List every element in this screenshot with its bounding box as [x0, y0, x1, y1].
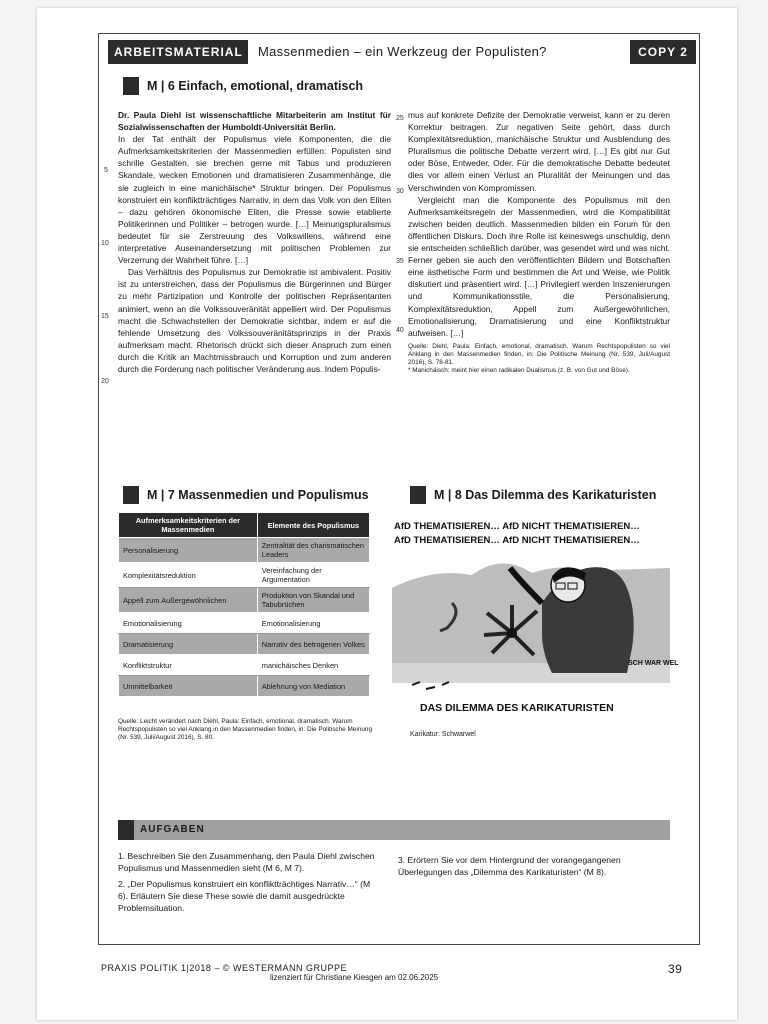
line-number: 5	[104, 167, 108, 174]
m6-left-column	[118, 109, 391, 375]
table-row	[119, 563, 370, 588]
m6-paragraph: Vergleicht man die Komponente des Populismus mit den Aufmerksamkeitsregeln der Massenmedien, wird die Kompatibilität zwischen beiden deutlich. Massenmedien bilden ein Forum für den öffentlichen Diskurs. Doch ihre Rolle ist keineswegs unschuldig, denn sie entscheiden schließlich darüber, was gesendet wird und was nicht. Ferner geben sie auch den veröffentlichten Bildern und Botschaften eine ästhetische Form und bestimmen die Art und Weise, wie Politik diskutiert und präsentiert wird. […] Privilegiert werden Inszenierungen und Kommunikationsstile, die Personalisierung, Komplexitätsreduktion, Appell zum Außergewöhnlichen, Emotionalisierung, Dramatisierung und eine Konfliktstruktur aufweisen. […]	[408, 194, 670, 338]
column-header: Elemente des Populismus	[257, 513, 369, 538]
table-cell: Produktion von Skandal und Tabubrüchen	[257, 588, 369, 613]
table-row	[119, 538, 370, 563]
line-number: 40	[396, 327, 404, 334]
table-cell: Komplexitätsreduktion	[119, 563, 258, 588]
author-intro: Dr. Paula Diehl ist wissenschaftliche Mitarbeiterin am Institut für Sozialwissenschaften der Humboldt-Universität Berlin.	[118, 110, 391, 133]
m7-source: Quelle: Leicht verändert nach Diehl, Paula: Einfach, emotional, dramatisch. Warum Rechtspopulisten so viel Anklang in den Massenmedien finden, in: Die Politische Meinung (Nr. 539, Juli/August 2016), S. 80.	[118, 718, 372, 742]
footer-license: lizenziert für Christiane Kiesgen am 02.06.2025	[270, 973, 439, 982]
cartoon-signature: SCH WAR WEL	[628, 660, 679, 667]
task-item: 1. Beschreiben Sie den Zusammenhang, den Paula Diehl zwischen Populismus und Massenmedien sieht (M 6, M 7).	[118, 851, 375, 873]
task-item: 3. Erörtern Sie vor dem Hintergrund der vorangegangenen Überlegungen das „Dilemma des Karikaturisten“ (M 8).	[398, 855, 621, 877]
table-cell: Dramatisierung	[119, 634, 258, 655]
m8-title: M | 8 Das Dilemma des Karikaturisten	[434, 488, 657, 502]
table-cell: Narrativ des betrogenen Volkes	[257, 634, 369, 655]
line-number: 20	[101, 378, 109, 385]
table-row	[119, 634, 370, 655]
footer-publisher: PRAXIS POLITIK 1|2018 – © WESTERMANN GRUPPE	[101, 963, 348, 973]
ink-marks	[412, 682, 449, 689]
line-number: 30	[396, 188, 404, 195]
line-number: 15	[101, 313, 109, 320]
m6-paragraph: mus auf konkrete Defizite der Demokratie verweist, kann er zu deren Korrektur beitragen. Zur negativen Seite gehört, dass durch Komplexitätsreduktion, manichäische Struktur und Ausblendung des Pluralismus die politische Debatte verzerrt wird. […] Es gibt nur Gut oder Böse, Entweder, Oder. Für die demokratische Debatte bedeutet dies vor allem einen Verlust an Pluralität der Meinungen und das Verschwinden von Kompromissen.	[408, 110, 670, 193]
m6-paragraph: In der Tat enthält der Populismus viele Komponenten, die die Aufmerksamkeitskriterien der Massenmedien erfüllen: Populisten sind schrille Gestalten, sie brechen gerne mit Tabus und produzieren Skandale, wecken Emotionen und dramatisieren Zusammenhänge, die sie zugleich in eine manichäische* Struktur bringen. Der Populismus konstruiert ein konfliktträchtiges Narrativ, in dem das Volk von den Eliten – dazu gehören ökonomische Eliten, die Presse sowie etablierte Politikerinnen und Politiker – betrogen wurde. […] Meinungspluralismus bedeutet für sie Zerstreuung des Volkswillens, während eine interpretative Auseinandersetzung mit politischen Problemen zur Verzerrung der Wahrheit führe. […]	[118, 134, 391, 266]
table-row	[119, 588, 370, 613]
table-cell: Unmittelbarkeit	[119, 676, 258, 697]
m6-footnote: * Manichäisch: meint hier einen radikalen Dualismus (z. B. von Gut und Böse).	[408, 367, 630, 375]
header-label: ARBEITSMATERIAL	[108, 40, 248, 64]
table-cell: Emotionalisierung	[119, 613, 258, 634]
table-row	[119, 655, 370, 676]
m6-heading	[123, 77, 363, 95]
m6-paragraph: Das Verhältnis des Populismus zur Demokratie ist ambivalent. Positiv ist zu unterstreichen, dass der Populismus die Bürgerinnen und Bürger zu mehr Partizipation und Kontrolle der politischen Repräsentanten animiert, wenn an die Volkssouveränität appelliert wird. Der Populismus macht die Schwachstellen der Demokratie sichtbar, indem er auf die fehlende Umsetzung des Volkssouveränitätsprinzips in der Praxis aufmerksam macht. Rhetorisch drückt sich dieser Anspruch zum einen durch die Kritik an Machtmissbrauch und Korruption und zum anderen durch die Forderung nach politischer Veränderung aus. Indem Populis-	[118, 267, 391, 374]
section-marker	[123, 77, 139, 95]
column-header: Aufmerksamkeitskriterien der Massenmedien	[119, 513, 258, 538]
header-title: Massenmedien – ein Werkzeug der Populisten?	[258, 44, 547, 59]
m6-source: Quelle: Diehl, Paula: Einfach, emotional, dramatisch. Warum Rechtspopulisten so viel Anklang in den Massenmedien finden, in: Die Politische Meinung (Nr. 539, Juli/August 2016), S. 78-81.	[408, 342, 670, 367]
cartoon-text-line1: AfD THEMATISIEREN… AfD NICHT THEMATISIEREN…	[394, 521, 640, 532]
table-cell: Vereinfachung der Argumentation	[257, 563, 369, 588]
tasks-label: AUFGABEN	[140, 824, 205, 835]
cartoon-image	[392, 513, 679, 723]
line-number: 25	[396, 115, 404, 122]
task-item: 2. „Der Populismus konstruiert ein konfliktträchtiges Narrativ…“ (M 6). Erläutern Sie diese These sowie die damit ausgedrückte Problemsituation.	[118, 879, 371, 913]
table-cell: Ablehnung von Mediation	[257, 676, 369, 697]
tasks-bar	[118, 820, 670, 840]
table-cell: Emotionalisierung	[257, 613, 369, 634]
table-row	[119, 676, 370, 697]
m8-credit: Karikatur: Schwarwel	[410, 731, 476, 738]
line-number: 10	[101, 240, 109, 247]
table-cell: Personalisierung	[119, 538, 258, 563]
m6-title: M | 6 Einfach, emotional, dramatisch	[147, 79, 364, 93]
table-cell: Konfliktstruktur	[119, 655, 258, 676]
copy-label: COPY 2	[630, 40, 696, 64]
m7-title: M | 7 Massenmedien und Populismus	[147, 488, 369, 502]
table-row	[119, 613, 370, 634]
cartoon-caption: DAS DILEMMA DES KARIKATURISTEN	[420, 702, 614, 714]
m7-heading	[123, 486, 369, 504]
table-cell: Appell zum Außergewöhnlichen	[119, 588, 258, 613]
table-cell: Zentralität des charismatischen Leaders	[257, 538, 369, 563]
page-number: 39	[668, 962, 683, 976]
cartoon-text-line2: AfD THEMATISIEREN… AfD NICHT THEMATISIEREN…	[394, 535, 640, 546]
line-number: 35	[396, 258, 404, 265]
m8-heading	[410, 486, 656, 504]
worksheet-header	[108, 40, 698, 64]
m6-right-column	[408, 109, 670, 376]
section-marker	[123, 486, 139, 504]
table-header-row	[119, 513, 370, 538]
section-marker	[410, 486, 426, 504]
section-marker	[118, 820, 134, 840]
table-cell: manichäisches Denken	[257, 655, 369, 676]
m7-table	[118, 512, 370, 697]
